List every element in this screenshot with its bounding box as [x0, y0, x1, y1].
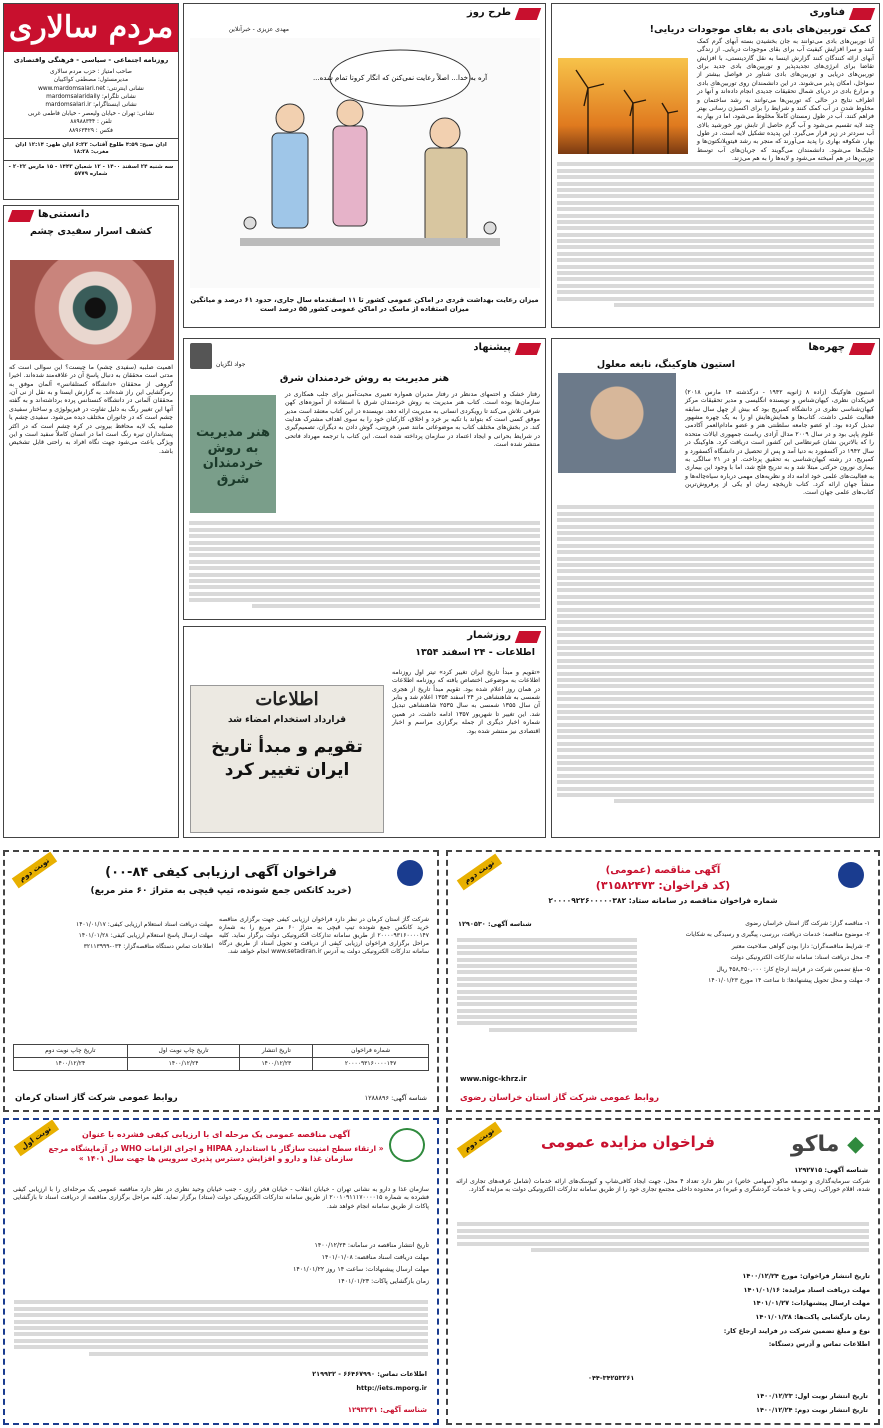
author-avatar — [190, 343, 212, 369]
table-header-cell: تاریخ چاپ نوبت اول — [127, 1045, 240, 1058]
macco-logo — [791, 1130, 864, 1160]
section-label: فناوری — [809, 7, 845, 18]
date-item: مهلت ارسال پیشنهادات: ۱۴۰۱/۰۱/۲۷ — [752, 1299, 870, 1308]
ad-id: شناسه آگهی: ۱۲۹۳۲۴۱ — [347, 1405, 427, 1414]
ad-item: ۳- شرایط مناقصه‌گران: دارا بودن گواهی صلاحیت معتبر — [731, 942, 870, 950]
ad-footer: روابط عمومی شرکت گاز استان کرمان — [15, 1092, 178, 1103]
ad-subtitle: « ارتقاء سطح امنیت سازگار با استاندارد HIPAA و اجرای الزامات WHO در آزمایشگاه مرجع سازمان غذا و دارو و افزایش دسترس پذیری سرویس ها جهت سال ۱۴۰۱ » — [48, 1143, 384, 1163]
section-header — [184, 339, 545, 357]
info-line: صاحب امتیاز : حزب مردم سالاری — [50, 68, 132, 75]
info-line: فکس : ۸۸۹۶۳۴۲۹ — [69, 127, 113, 134]
faces-section — [551, 338, 880, 838]
info-line: مدیرمسئول: مصطفی کواکبیان — [53, 77, 129, 84]
almanac-section — [183, 626, 546, 838]
date-item: مهلت ارسال پیشنهادات: ساعت ۱۴ روز ۱۴۰۱/۰۱/۲۲ — [292, 1265, 429, 1273]
article-headline: استیون هاوکینگ، نابغه معلول — [596, 359, 735, 370]
section-header — [552, 339, 879, 357]
info-line: نشانی اینترنتی: www.mardomsalari.net — [38, 85, 144, 92]
date-line: سه شنبه ۲۴ اسفند ۱۴۰۰ - ۱۲ شعبان ۱۴۴۳ - ۱۵ مارس ۲۰۲۲ - شماره ۵۷۷۹ — [4, 160, 178, 182]
masthead-box — [3, 3, 179, 200]
ad-contact: اطلاعات تماس: ۶۶۴۶۷۹۹۰ - ۲۱۹۹۳۲ — [312, 1370, 427, 1379]
table-header-cell: تاریخ چاپ نوبت دوم — [14, 1045, 128, 1058]
article-body: اهمیت صلبیه (سفیدی چشم) ما چیست؟ این سوالی است که مدتی است محققان به دنبال پاسخ آن در علاقه‌مند شده‌اند. اخیرا گروهی از محققان «دانشگاه کستلفانس» آلمان موفق به رمزگشایی این راز شده‌اند. به گزارش ایسنا و به نقل از نی آن، محققان آلمانی در دانشگاه کنستانس پرده برداشته‌اند و به گفته آنها این تغییر رنگ به دلیل تفاوت در فیزیولوژی و ساختار سفیدی چشم است که در جانوران مختلف دیده می‌شود. سفیدی چشم یا صلبیه یک لایه محافظ بیرونی در کره چشم است که در اکثر پستانداران تیره رنگ است اما در انسان کاملاً سفید است و این ویژگی باعث می‌شود جهت نگاه افراد به راحتی قابل تشخیص باشد. — [9, 364, 173, 455]
date-item: زمان بازگشایی پاکات: ۱۴۰۱/۰۱/۲۳ — [337, 1277, 429, 1285]
date-item: تاریخ انتشار فراخوان: مورخ ۱۴۰۰/۱۲/۲۴ — [742, 1272, 870, 1280]
technology-section — [551, 3, 880, 328]
cartoon-artist: مهدی عزیزی - خبرآنلاین — [228, 26, 289, 33]
ad-health-network — [3, 1118, 439, 1425]
cartoon-section — [183, 3, 546, 328]
ad-title: آگهی مناقصه (عمومی) — [605, 865, 721, 876]
deadline-item: اطلاعات تماس دستگاه مناقصه‌گزار: ۰۳۴-۳۲۱۱۳۹۹۹ — [83, 942, 213, 950]
ad-id: شناسه آگهی: ۱۲۸۸۸۹۶ — [364, 1094, 427, 1103]
header-accent — [515, 8, 541, 20]
ad-footer: روابط عمومی شرکت گاز استان خراسان رضوی — [460, 1092, 659, 1103]
table-row — [14, 1058, 429, 1071]
eye-photo — [10, 260, 174, 360]
ad-title: فراخوان مزایده عمومی — [541, 1133, 715, 1151]
section-label: پیشنهاد — [473, 342, 511, 353]
ad-id: شناسه آگهی: ۱۲۹۲۷۱۵ — [794, 1166, 868, 1174]
macco-logo-text: ماکو — [790, 1132, 840, 1157]
clipping-headline-2: ایران تغییر کرد — [224, 760, 350, 781]
ad-body-lines — [452, 936, 642, 1034]
info-line: نشانی: تهران - خیابان ولیعصر - خیابان فاطمی غربی — [27, 110, 155, 117]
info-line: نشانی تلگرام: mardomsalaridaily — [46, 94, 136, 101]
ad-badge: نوبت اول — [14, 1120, 59, 1157]
cartoon-caption: میزان رعایت بهداشت فردی در اماکن عمومی کشور تا ۱۱ اسفندماه سال جاری، حدود ۶۱ درصد و میانگین میزان استفاده از ماسک در اماکن عمومی کشور ۵۵ درصد است — [190, 296, 539, 314]
article-headline: کشف اسرار سفیدی چشم — [30, 226, 152, 237]
section-label: طرح روز — [466, 7, 511, 18]
table-cell: ۱۴۰۰/۱۲/۲۴ — [14, 1058, 128, 1071]
ad-gas-khorasan — [446, 850, 880, 1112]
deadline-item: مهلت ارسال پاسخ استعلام ارزیابی کیفی: ۱۴۰۱/۰۱/۲۸ — [78, 931, 213, 939]
table-header-cell: شماره فراخوان — [313, 1045, 429, 1058]
nigc-logo-icon — [838, 862, 864, 888]
header-accent — [849, 8, 875, 20]
ad-item: ۱- مناقصه گزار: شرکت گاز استان خراسان رضوی — [745, 920, 870, 927]
date-item: تاریخ انتشار مناقصه در سامانه: ۱۴۰۰/۱۲/۲۴ — [314, 1242, 429, 1249]
ad-website[interactable]: www.nigc-khrz.ir — [460, 1074, 527, 1083]
ad-badge: نوبت دوم — [12, 852, 57, 889]
book-cover-title: هنر مدیریت به روش خردمندان شرق — [195, 425, 271, 487]
header-accent — [515, 343, 541, 355]
section-label: دانستنی‌ها — [38, 209, 90, 220]
article-body: استیون هاوکینگ (زاده ۸ ژانویه ۱۹۴۲ - درگذشته ۱۴ مارس ۲۰۱۸) فیزیکدان نظری، کیهان‌شناس و نویسنده انگلیسی و مدیر تحقیقات مرکز کیهان‌شناسی نظری در دانشگاه کمبریج بود که بیش از چهل سال سابقه فعالیت علمی داشت. کتاب‌ها و همایش‌هایش او را به یک چهره مشهور تبدیل کرده بود. او عضو جامعه سلطنتی هنر و عضو مادام‌العمر آکادمی علوم پاپی بود و در سال ۲۰۰۹ مدال آزادی ریاست جمهوری ایالات متحده را که بالاترین نشان غیرنظامی این کشور است دریافت کرد. هاوکینگ در سال ۱۹۴۲ در آکسفورد به دنیا آمد و پس از تحصیل در دانشگاه آکسفورد و کمبریج، در رشته کیهان‌شناسی به تحقیق پرداخت. او در ۲۱ سالگی به بیماری نورون حرکتی مبتلا شد و به تدریج فلج شد، اما با وجود این بیماری به فعالیت‌های علمی خود ادامه داد و نظریه‌های مهمی درباره سیاه‌چاله‌ها و منشأ جهان ارائه کرد. کتاب تاریخچه زمان او یکی از پرفروش‌ترین کتاب‌های علمی جهان است. — [685, 389, 874, 497]
masthead-logo — [4, 4, 178, 52]
section-header — [184, 627, 545, 645]
ad-deadlines — [13, 920, 213, 952]
table-cell: ۱۴۰۰/۱۲/۲۴ — [127, 1058, 240, 1071]
macco-logo-icon: ◆ — [847, 1132, 864, 1157]
clipping-subhead: قرارداد استخدام امضاء شد — [227, 715, 346, 726]
deadline-item: مهلت دریافت اسناد استعلام ارزیابی کیفی: ۱۴۰۱/۰۱/۱۷ — [75, 921, 213, 928]
ad-body: سازمان غذا و دارو به نشانی تهران - خیابان انقلاب - خیابان فخر رازی - جنب خیابان وحید نظری در نظر دارد مناقصه عمومی یک مرحله‌ای را با ارزیابی کیفی فشرده به شماره ۲۰۰۱۰۹۱۱۱۷۰۰۰۰۱۵ از طریق سامانه تدارکات الکترونیکی دولت (ستاد) برگزار نماید. کلیه مراحل برگزاری مناقصه از دریافت اسناد تا بازگشایی پاکات از طریق سامانه انجام خواهد شد. — [13, 1186, 429, 1210]
article-body: رفتار خشک و احتمهای مدنظر در رفتار مدیران همواره تعبیری محبت‌آمیز برای جلب همکاری در سازمان‌ها بوده است. کتاب هنر مدیریت به روش خردمندان شرق با استفاده از آموزه‌های کهن شرقی تلاش می‌کند تا رویکردی انسانی به مدیریت ارائه دهد. نویسنده در این کتاب معتقد است مدیر موفق کسی است که بتواند با تکیه بر خرد و اخلاق، کارکنان خود را به سوی اهداف مشترک هدایت کند. در بخش‌های مختلف کتاب به موضوعاتی مانند صبر، فروتنی، گوش دادن به دیگران، تصمیم‌گیری در شرایط بحرانی و ایجاد اعتماد در سازمان پرداخته شده است. این کتاب با ترجمه مهرداد فاتحی منتشر شده است. — [285, 391, 540, 449]
ad-schedule-table — [13, 1044, 429, 1071]
date-item: زمان بازگشایی پاکت‌ها: ۱۴۰۱/۰۱/۲۸ — [755, 1312, 870, 1321]
article-body: «تقویم و مبدأ تاریخ ایران تغییر کرد» تیتر اول روزنامه اطلاعات به موضوعی اختصاص یافته که روزنامه اطلاعات در همان روز اعلام شده بود. تقویم مبدأ تاریخ از هجری شمسی به شاهنشاهی در ۲۴ اسفند ۱۳۵۴ اعلام شد و بنابر آن سال ۱۳۵۵ شمسی به سال ۲۵۳۵ شاهنشاهی تبدیل شد. این تغییر تا شهریور ۱۳۵۷ ادامه داشت. در همین شماره اخبار دیگری از جمله برگزاری مراسم و اخبار اقتصادی نیز منتشر شده بود. — [391, 669, 540, 735]
turbine-silhouettes — [558, 58, 688, 154]
ad-body-lines — [452, 1220, 874, 1254]
ad-macco — [446, 1118, 880, 1425]
suggestion-section — [183, 338, 546, 620]
ad-print-date-1: تاریخ انتشار نوبت اول: ۱۴۰۰/۱۲/۲۳ — [756, 1392, 868, 1401]
speech-bubble-text: آره به خدا... اصلاً رعایت نمی‌کنن که انگار کرونا تمام شده... — [312, 74, 488, 82]
ad-website[interactable]: http://iets.mporg.ir — [356, 1384, 427, 1393]
date-item: اطلاعات تماس و آدرس دستگاه: — [768, 1340, 870, 1349]
section-label: روزشمار — [467, 630, 511, 641]
ad-body-lines — [9, 1298, 433, 1358]
article-headline: کمک توربین‌های بادی به بقای موجودات دریایی! — [649, 24, 871, 35]
ad-id: شناسه آگهی: ۱۲۹۰۵۳۰ — [458, 920, 532, 928]
newspaper-clipping — [190, 685, 384, 833]
header-accent — [849, 343, 875, 355]
article-body: آیا توربین‌های بادی می‌توانند به جان بخشیدن بسته آبهای گرم کمک کنند و سرا افزایش کیفیت آب برای بقای موجودات دریایی. از زندگی آبهای ارائه کنندگان کنند گزارش اینسا به نقل گاردینستی، با افزایش تقاضا برای انرژی‌های تجدیدپذیر و توربین‌های بادی جدید برای توربین‌های دریایی و توربین‌های بادی شناور در فواصل بیشتر از سواحل، امکان پذیر می‌شوند. در این دانشمندان روی توربین‌های بادی و مزارع بادی در دریای شمال تحقیقات جدیدی انجام داده‌اند و آنها در اطراف نتایج در حالی که توربین‌ها می‌توانند به رشد ساختمان و مخلوط شدن در آب کمک کنند و شرایط را برای اکسیژن رسانی بهتر فراهم کنند. آب در طول زمستان کاملاً مخلوط می‌شود، اما در بهار به چند لایه تقسیم می‌شود و آب گرم حاصل از تابش نور خورشید بالای آب سردتر در زیر قرار می‌گیرد. این پدیده تشکیل لایه است. در طول بهار، شکوفه بهاری را پدید می‌آورند که منجر به رشد فیتوپلانکتون‌ها و جلبک‌ها می‌شود. دانشمندان می‌گویند که جریان‌های آب توسط توربین‌ها در هم آمیخته می‌شود و لایه‌ها را به هم می‌زند. — [697, 38, 874, 163]
table-header-row — [14, 1045, 429, 1058]
ad-body: شرکت گاز استان کرمان در نظر دارد فراخوان ارزیابی کیفی جهت برگزاری مناقصه خرید کانکس جمع شونده تیپ قیچی به متراژ ۶۰ متر مربع را به شماره ۲۰۰۰۰۹۳۱۶۰۰۰۰۱۴۷ از طریق سامانه تدارکات الکترونیکی دولت برگزار نماید. کلیه مراحل برگزاری فراخوان ارزیابی کیفی از دریافت و تحویل اسناد از طریق درگاه سامانه تدارکات الکترونیکی دولت به آدرس www.setadiran.ir انجام خواهد شد. — [219, 916, 429, 956]
article-body-continued — [552, 503, 879, 833]
clipping-headline-1: تقویم و مبدأ تاریخ — [211, 737, 363, 758]
ad-title: آگهی مناقصه عمومی یک مرحله ای با ارزیابی کیفی فشرده با عنوان — [82, 1130, 350, 1139]
info-line: نشانی اینستاگرام: mardomsalari.ir — [45, 102, 137, 109]
ad-item: ۲- موضوع مناقصه: خدمات دریافت، بررسی، پیگیری و رسیدگی به شکایات — [685, 931, 870, 939]
article-body-continued — [184, 519, 545, 615]
logo-text: مردم سالاری — [8, 9, 174, 45]
book-cover — [190, 395, 276, 513]
ad-table-wrapper — [13, 1044, 429, 1071]
ad-gas-kerman — [3, 850, 439, 1112]
ad-phone: ۰۴۴-۳۴۲۵۳۲۶۱ — [588, 1374, 635, 1383]
header-accent — [8, 210, 34, 222]
ad-dates — [724, 1270, 870, 1352]
table-cell: ۱۴۰۰/۱۲/۲۳ — [240, 1058, 313, 1071]
section-header — [4, 206, 178, 224]
ad-item: ۵- مبلغ تضمین شرکت در فرایند ارجاع کار: ۴۵۸,۴۵۰,۰۰۰ ریال — [716, 965, 870, 973]
nigc-logo-icon — [397, 860, 423, 886]
article-headline: هنر مدیریت به روش خردمندان شرق — [279, 373, 450, 384]
clipping-masthead: اطلاعات — [255, 689, 319, 710]
ad-subtitle: (خرید کانکس جمع شونده، تیپ قیچی به متراژ ۶۰ متر مربع) — [90, 885, 352, 896]
section-label: چهره‌ها — [808, 342, 845, 353]
ad-title: فراخوان آگهی ارزیابی کیفی ۸۴-۰۰) — [105, 865, 337, 880]
ad-items — [650, 918, 870, 986]
article-body-continued — [552, 160, 879, 323]
ad-code: (کد فراخوان: ۳۱۵۸۲۴۷۳) — [595, 878, 731, 892]
ad-item: ۶- مهلت و محل تحویل پیشنهادها: تا ساعت ۱۴ مورخ ۱۴۰۱/۰۱/۲۳ — [708, 976, 870, 984]
table-header-cell: تاریخ انتشار — [240, 1045, 313, 1058]
ad-print-date-2: تاریخ انتشار نوبت دوم: ۱۴۰۰/۱۲/۲۴ — [756, 1406, 868, 1415]
wind-turbine-photo — [558, 58, 688, 154]
cartoon-drawing — [190, 38, 540, 288]
author-name: جواد لگزیان — [216, 361, 246, 368]
ad-dates — [13, 1240, 429, 1288]
section-header — [552, 4, 879, 22]
ad-item: ۴- محل دریافت اسناد: سامانه تدارکات الکترونیکی دولت — [730, 954, 870, 962]
ad-badge: نوبت دوم — [457, 1122, 502, 1159]
hawking-photo — [558, 373, 676, 473]
header-accent — [515, 631, 541, 643]
article-headline: اطلاعات - ۲۴ اسفند ۱۳۵۴ — [415, 647, 535, 658]
table-cell: ۲۰۰۰۰۹۳۱۶۰۰۰۰۱۴۷ — [313, 1058, 429, 1071]
masthead-subtitle: روزنامه اجتماعی - سیاسی - فرهنگی واقتصادی — [13, 56, 169, 64]
date-item: مهلت دریافت اسناد مزایده: ۱۴۰۱/۰۱/۱۶ — [743, 1285, 870, 1294]
health-logo-icon — [389, 1128, 425, 1162]
prayer-times: اذان صبح: ۴:۵۹ طلوع آفتاب: ۶:۲۲ اذان ظهر: ۱۲:۱۴ اذان مغرب: ۱۸:۲۸ — [4, 138, 178, 160]
info-line: تلفن : ۸۸۹۸۸۳۴۴ — [70, 119, 112, 126]
ad-body: شرکت سرمایه‌گذاری و توسعه ماکو (سهامی خاص) در نظر دارد تعداد ۴ محل، جهت ایجاد کافی‌شاپ و کیوسک‌های ارائه خدمات (شامل غرفه‌های تجاری ارائه شده، اقلام خوراکی، زینتی و یا خدمات گردشگری و غیره) در محدوده داخلی مجتمع تجاری خود را از طریق سامانه تدارکات الکترونیکی دولت به مزایده گذارد. — [456, 1178, 870, 1194]
date-item: مهلت دریافت اسناد مناقصه: ۱۴۰۱/۰۱/۰۸ — [321, 1253, 429, 1261]
knowledge-section — [3, 205, 179, 838]
section-header — [184, 4, 545, 22]
ad-number: شماره فراخوان مناقصه در سامانه ستاد: ۲۰۰۰۰۹۲۲۶۰۰۰۰۰۳۸۲ — [548, 896, 778, 906]
date-item: نوع و مبلغ تضمین شرکت در فرایند ارجاع کار: — [723, 1326, 870, 1335]
ad-badge: نوبت دوم — [457, 854, 502, 891]
cartoon-illustration — [190, 38, 540, 288]
masthead-info — [4, 65, 178, 138]
